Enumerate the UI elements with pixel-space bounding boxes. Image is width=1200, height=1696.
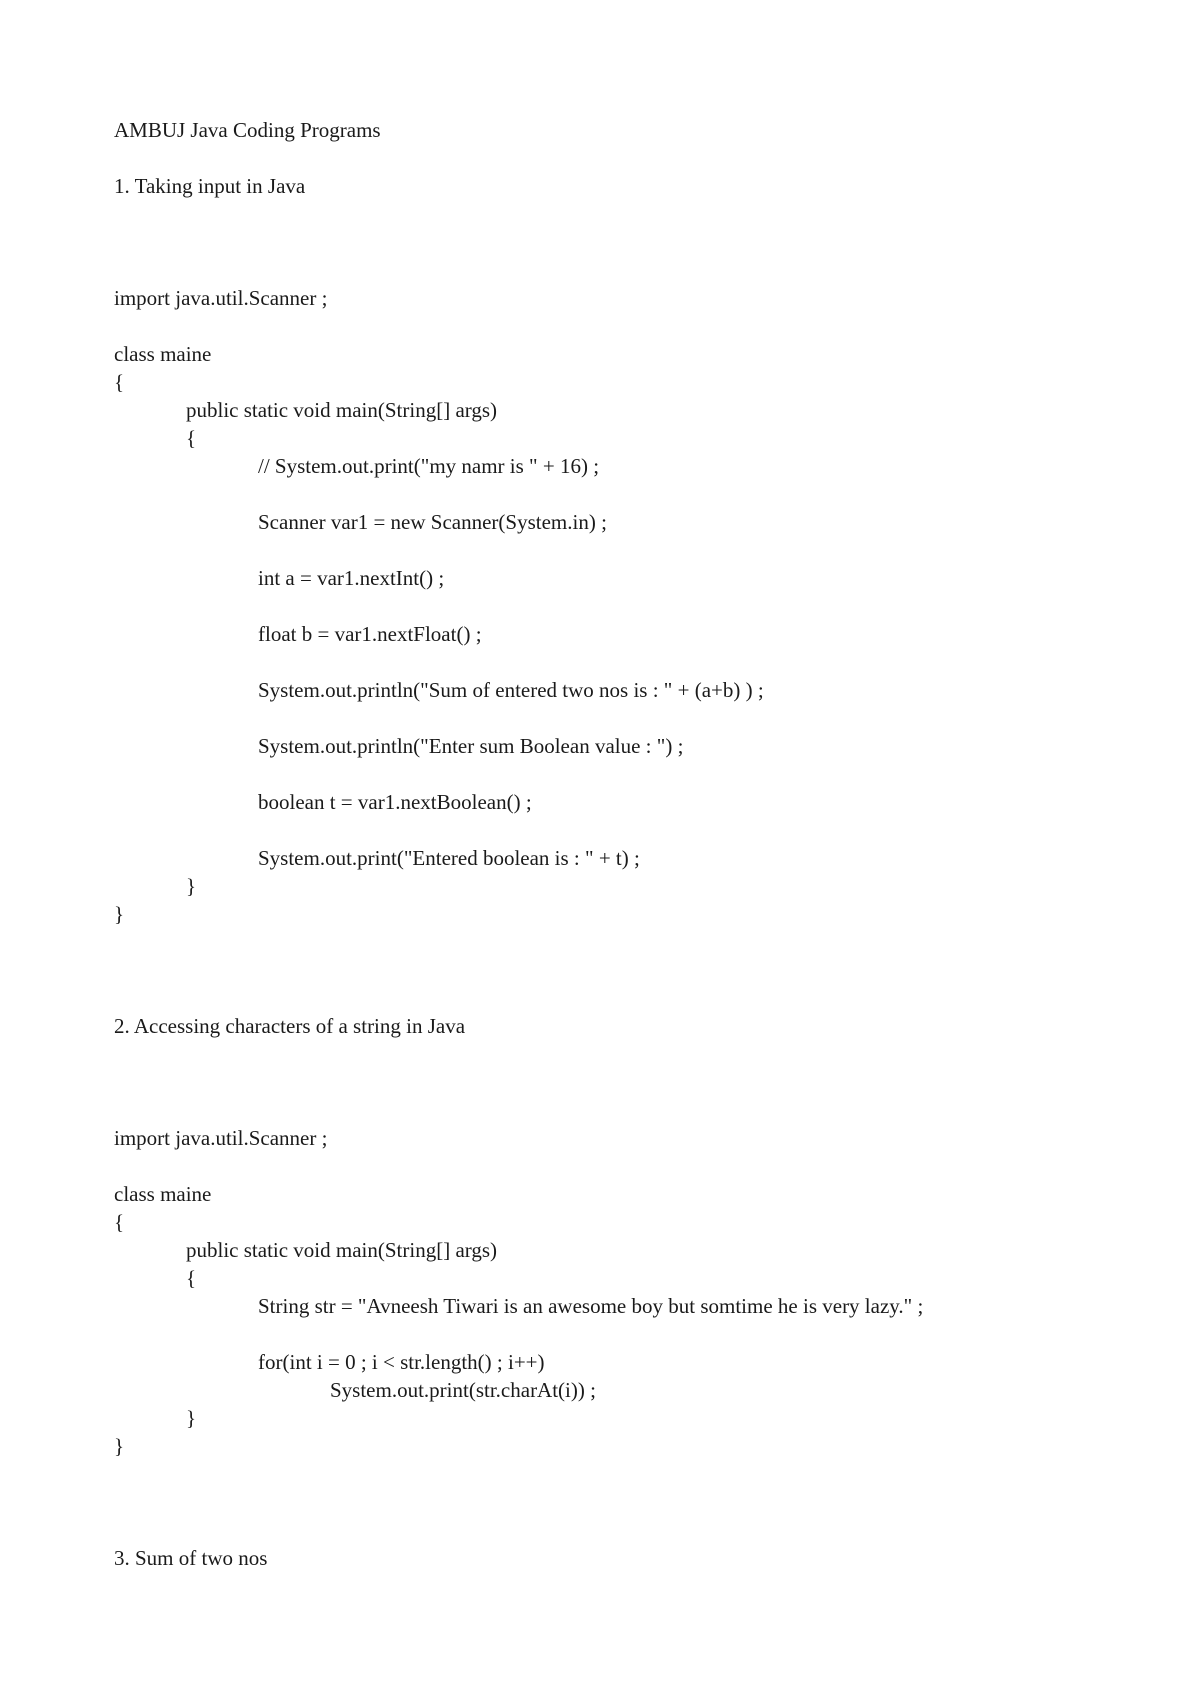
- code-line: {: [186, 426, 197, 450]
- code-line: boolean t = var1.nextBoolean() ;: [258, 790, 532, 814]
- code-line: Scanner var1 = new Scanner(System.in) ;: [258, 510, 607, 534]
- section-heading-2: 2. Accessing characters of a string in Java: [114, 1014, 466, 1038]
- code-line: System.out.print("Entered boolean is : " + t) ;: [258, 846, 640, 870]
- code-line: {: [114, 1210, 125, 1234]
- code-line: float b = var1.nextFloat() ;: [258, 622, 482, 646]
- code-line: {: [186, 1266, 197, 1290]
- code-line: }: [114, 902, 125, 926]
- section-heading-1: 1. Taking input in Java: [114, 174, 306, 198]
- code-line: {: [114, 370, 125, 394]
- code-line: System.out.println("Sum of entered two nos is : " + (a+b) ) ;: [258, 678, 764, 702]
- code-line: System.out.println("Enter sum Boolean value : ") ;: [258, 734, 684, 758]
- document-title: AMBUJ Java Coding Programs: [114, 118, 381, 142]
- code-line: for(int i = 0 ; i < str.length() ; i++): [258, 1350, 545, 1374]
- code-line: public static void main(String[] args): [186, 1238, 498, 1262]
- code-line: }: [186, 1406, 197, 1430]
- code-line: class maine: [114, 1182, 212, 1206]
- code-line: int a = var1.nextInt() ;: [258, 566, 445, 590]
- code-line: class maine: [114, 342, 212, 366]
- code-line: import java.util.Scanner ;: [114, 286, 328, 310]
- code-line: // System.out.print("my namr is " + 16) ;: [258, 454, 600, 478]
- code-line: }: [186, 874, 197, 898]
- code-line: String str = "Avneesh Tiwari is an awesome boy but somtime he is very lazy." ;: [258, 1294, 924, 1318]
- code-line: System.out.print(str.charAt(i)) ;: [330, 1378, 596, 1402]
- code-line: }: [114, 1434, 125, 1458]
- code-line: public static void main(String[] args): [186, 398, 498, 422]
- section-heading-3: 3. Sum of two nos: [114, 1546, 268, 1570]
- code-line: import java.util.Scanner ;: [114, 1126, 328, 1150]
